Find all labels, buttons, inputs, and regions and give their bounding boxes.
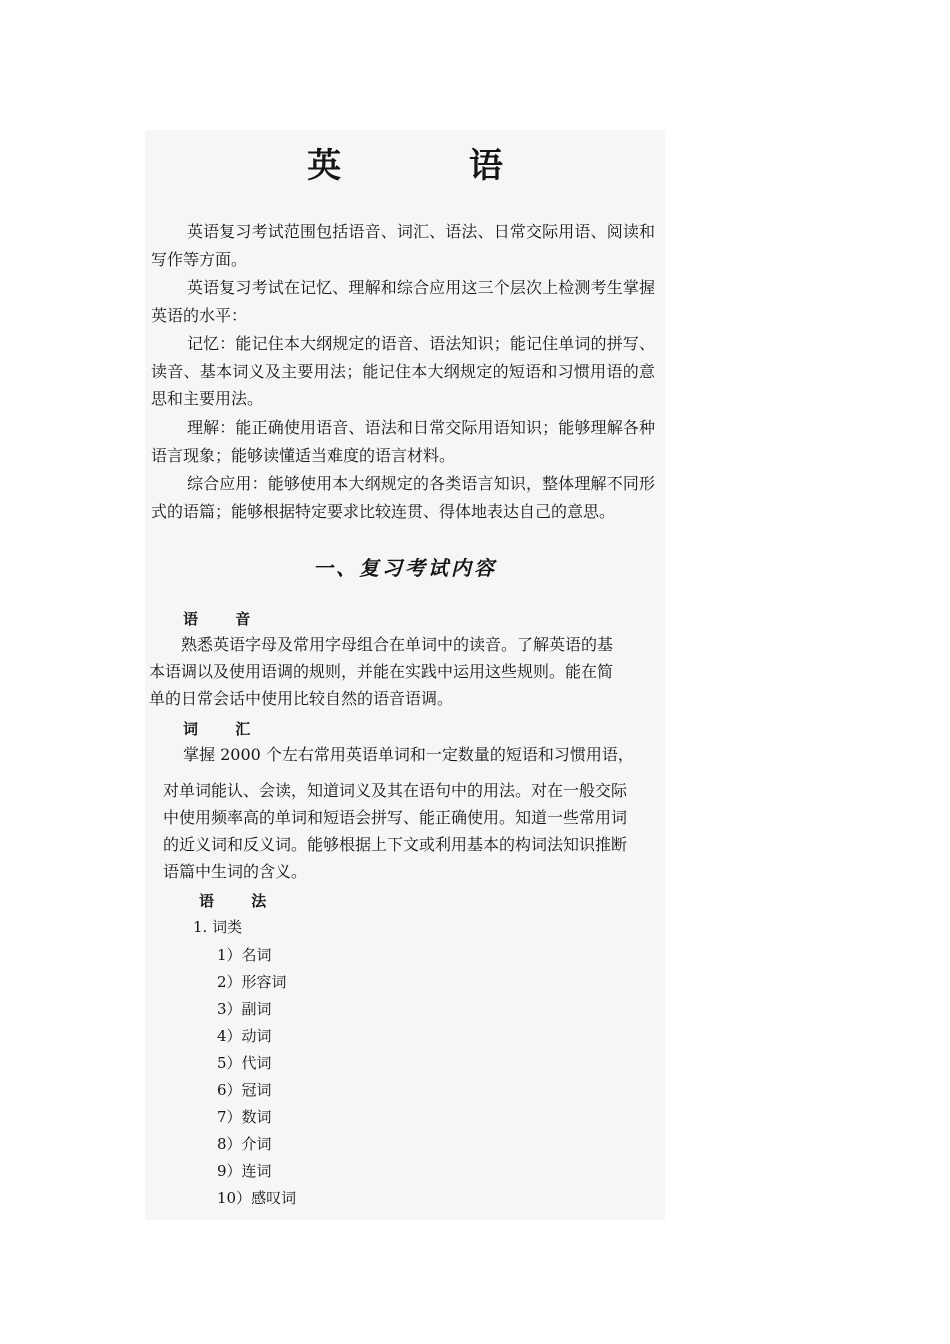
intro-paragraph-5: 综合应用：能够使用本大纲规定的各类语言知识，整体理解不同形式的语篇；能够根据特定要求比较连贯、得体地表达自己的意思。 <box>151 474 655 521</box>
scanned-page <box>145 130 665 1220</box>
vocabulary-line: 对单词能认、会读，知道词义及其在语句中的用法。对在一般交际 <box>163 781 628 800</box>
page-title: 英 语 <box>307 146 561 186</box>
word-class-item: 1）名词 <box>217 946 272 964</box>
phonetics-line: 单的日常会话中使用比较自然的语音语调。 <box>149 689 454 708</box>
intro-paragraph-4: 理解：能正确使用语音、语法和日常交际用语知识；能够理解各种语言现象；能够读懂适当难度的语言材料。 <box>151 418 655 465</box>
vocabulary-line: 中使用频率高的单词和短语会拼写、能正确使用。知道一些常用词 <box>163 808 628 827</box>
vocabulary-heading: 词 汇 <box>183 720 267 738</box>
phonetics-line: 熟悉英语字母及常用字母组合在单词中的读音。了解英语的基 <box>181 635 614 654</box>
phonetics-line: 本语调以及使用语调的规则，并能在实践中运用这些规则。能在简 <box>149 662 614 681</box>
word-class-item: 3）副词 <box>217 1000 272 1018</box>
vocabulary-line: 语篇中生词的含义。 <box>163 862 308 881</box>
word-class-item: 4）动词 <box>217 1027 272 1045</box>
word-class-item: 8）介词 <box>217 1135 272 1153</box>
grammar-heading: 语 法 <box>199 892 283 910</box>
word-class-item: 6）冠词 <box>217 1081 272 1099</box>
intro-paragraph-1: 英语复习考试范围包括语音、词汇、语法、日常交际用语、阅读和写作等方面。 <box>151 222 655 269</box>
section-heading: 一、复习考试内容 <box>313 556 497 580</box>
vocabulary-line: 的近义词和反义词。能够根据上下文或利用基本的构词法知识推断 <box>163 835 628 854</box>
word-class-item: 7）数词 <box>217 1108 272 1126</box>
intro-paragraph-2: 英语复习考试在记忆、理解和综合应用这三个层次上检测考生掌握英语的水平： <box>151 278 655 325</box>
word-class-item: 9）连词 <box>217 1162 272 1180</box>
word-class-item: 5）代词 <box>217 1054 272 1072</box>
word-class-item: 10）感叹词 <box>217 1189 297 1207</box>
phonetics-heading: 语 音 <box>183 610 267 628</box>
grammar-subheading: 1. 词类 <box>193 918 243 936</box>
word-class-item: 2）形容词 <box>217 973 287 991</box>
intro-paragraph-3: 记忆：能记住本大纲规定的语音、语法知识；能记住单词的拼写、读音、基本词义及主要用法；能记住本大纲规定的短语和习惯用语的意思和主要用法。 <box>151 334 655 408</box>
vocabulary-line: 掌握 2000 个左右常用英语单词和一定数量的短语和习惯用语， <box>183 745 634 764</box>
